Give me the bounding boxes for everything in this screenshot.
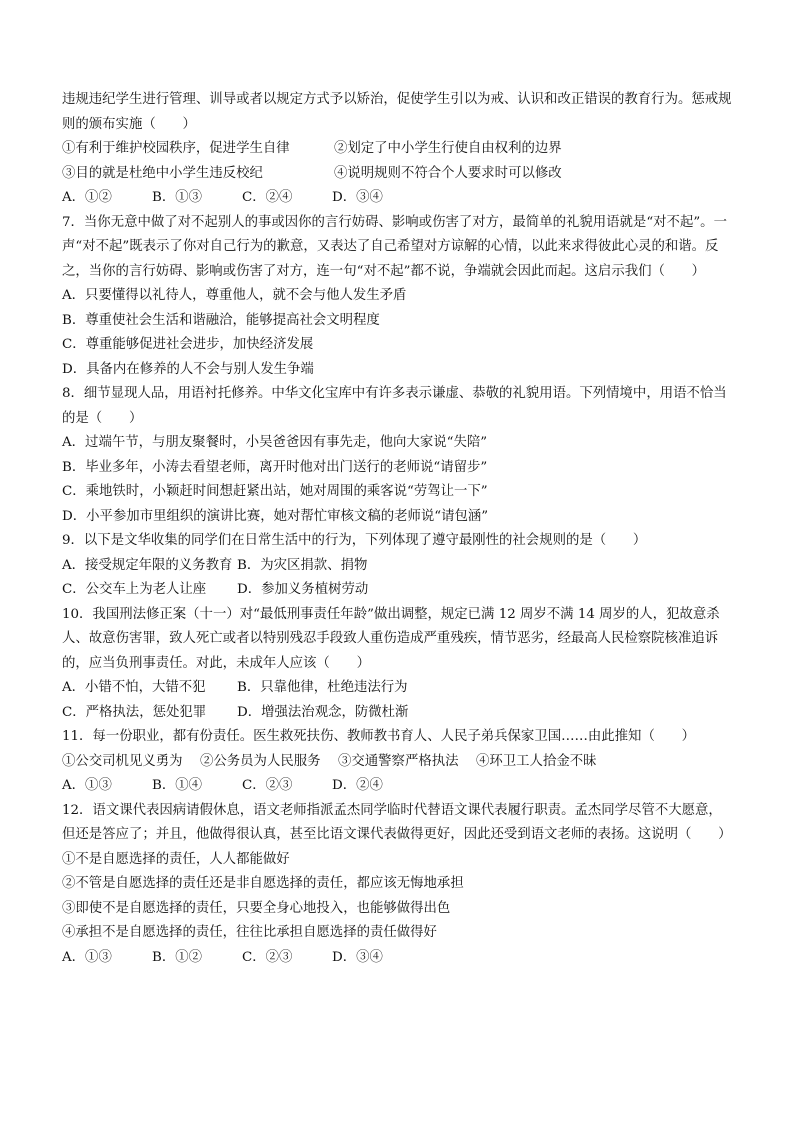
q12-option-a: A．①③ <box>62 949 112 965</box>
q9-option-a: A．接受规定年限的义务教育 <box>62 557 233 573</box>
q7-option-a: A．只要懂得以礼待人，尊重他人，就不会与他人发生矛盾 <box>62 288 407 303</box>
q10-option-c: C．严格执法，惩处犯罪 <box>62 704 207 720</box>
q9-option-d: D．参加义务植树劳动 <box>237 582 369 597</box>
q9-option-b: B．为灾区捐款、捐物 <box>237 557 368 573</box>
q7-option-b: B．尊重使社会生活和谐融洽，能够提高社会文明程度 <box>62 312 380 328</box>
q8-option-b: B．毕业多年，小涛去看望老师，离开时他对出门送行的老师说“请留步” <box>62 459 488 475</box>
q6-option-c: C．②④ <box>242 190 293 205</box>
q12-item-2: ②不管是自愿选择的责任还是非自愿选择的责任，都应该无悔地承担 <box>62 876 464 891</box>
q12-option-d: D．③④ <box>332 949 383 965</box>
q6-item-4: ④说明规则不符合个人要求时可以修改 <box>334 165 562 181</box>
q7-option-d: D．具备内在修养的人不会与别人发生争端 <box>62 361 314 377</box>
q8-option-c: C．乘地铁时，小颖赶时间想赶紧出站，她对周围的乘客说“劳驾让一下” <box>62 484 488 499</box>
q11-item-4: ④环卫工人拾金不昧 <box>476 753 597 769</box>
q10-option-d: D．增强法治观念，防微杜渐 <box>237 704 409 720</box>
q12-stem: 12．语文课代表因病请假休息，语文老师指派孟杰同学临时代替语文课代表履行职责。孟杰同学尽管不大愿意，但还是答应了；并且，他做得很认真，甚至比语文课代表做得更好，因此还受到语文老师的表扬。这说明（ ） <box>62 802 732 842</box>
q9-stem: 9．以下是文华收集的同学们在日常生活中的行为，下列体现了遵守最刚性的社会规则的是（ ） <box>62 533 647 548</box>
q7-option-c: C．尊重能够促进社会进步，加快经济发展 <box>62 337 314 352</box>
q7-stem: 7．当你无意中做了对不起别人的事或因你的言行妨碍、影响或伤害了对方，最简单的礼貌用语就是“对不起”。一声“对不起”既表示了你对自己行为的歉意，又表达了自己希望对方谅解的心情，以此来求得彼此心灵的和谐。反之，当你的言行妨碍、影响或伤害了对方，连一句“对不起”都不说，争端就会因此而起。这启示我们（ ） <box>62 214 727 279</box>
q6-items-row-2 <box>62 162 734 187</box>
q9-option-c: C．公交车上为老人让座 <box>62 582 207 597</box>
q11-option-c: C．②③ <box>242 778 293 793</box>
q12-item-1: ①不是自愿选择的责任，人人都能做好 <box>62 851 290 867</box>
q12-option-c: C．②③ <box>242 949 293 965</box>
q6-item-2: ②划定了中小学生行使自由权利的边界 <box>334 141 562 156</box>
q9-options-row-2 <box>62 578 734 603</box>
q10-options-row-2 <box>62 701 734 726</box>
q6-option-d: D．③④ <box>332 190 383 205</box>
q11-option-b: B．①④ <box>152 778 203 793</box>
q8-option-d: D．小平参加市里组织的演讲比赛，她对帮忙审核文稿的老师说“请包涵” <box>62 508 489 524</box>
q11-option-d: D．②④ <box>332 778 383 793</box>
q8-stem: 8．细节显现人品，用语衬托修养。中华文化宝库中有许多表示谦虚、恭敬的礼貌用语。下列情境中，用语不恰当的是（ ） <box>62 386 727 426</box>
q8-option-a: A．过端午节，与朋友聚餐时，小吴爸爸因有事先走，他向大家说“失陪” <box>62 435 488 450</box>
q9-options-row-1 <box>62 554 734 579</box>
exam-page <box>62 88 734 970</box>
q10-option-a: A．小错不怕，大错不犯 <box>62 680 206 695</box>
q6-option-a: A．①② <box>62 190 112 205</box>
q6-item-1: ①有利于维护校园秩序，促进学生自律 <box>62 141 290 156</box>
q6-options <box>62 186 734 211</box>
q10-stem: 10．我国刑法修正案（十一）对“最低刑事责任年龄”做出调整，规定已满 12 周岁不满 14 周岁的人，犯故意杀人、故意伤害罪，致人死亡或者以特别残忍手段致人重伤造成严重残疾，情节恶劣，经最高人民检察院核准追诉的，应当负刑事责任。对此，未成年人应该（ ） <box>62 606 720 671</box>
q11-options <box>62 774 734 799</box>
q6-item-3: ③目的就是杜绝中小学生违反校纪 <box>62 165 263 181</box>
q11-item-2: ②公务员为人民服务 <box>200 753 321 769</box>
q10-options-row-1 <box>62 676 734 701</box>
q6-items-row-1 <box>62 137 734 162</box>
q6-stem: 违规违纪学生进行管理、训导或者以规定方式予以矫治，促使学生引以为戒、认识和改正错误的教育行为。惩戒规则的颁布实施（ ） <box>62 92 732 132</box>
q11-option-a: A．①③ <box>62 778 112 793</box>
q12-option-b: B．①② <box>152 949 203 965</box>
q12-options <box>62 946 734 971</box>
q12-item-4: ④承担不是自愿选择的责任，往往比承担自愿选择的责任做得好 <box>62 925 437 940</box>
q11-item-3: ③交通警察严格执法 <box>338 753 459 769</box>
q12-item-3: ③即使不是自愿选择的责任，只要全身心地投入，也能够做得出色 <box>62 900 451 916</box>
q11-stem: 11．每一份职业，都有份责任。医生救死扶伤、教师教书育人、人民子弟兵保家卫国……由此推知（ ） <box>62 729 696 744</box>
q11-items <box>62 750 734 775</box>
q6-option-b: B．①③ <box>152 190 203 205</box>
q10-option-b: B．只靠他律，杜绝违法行为 <box>237 680 408 695</box>
q11-item-1: ①公交司机见义勇为 <box>62 753 183 769</box>
